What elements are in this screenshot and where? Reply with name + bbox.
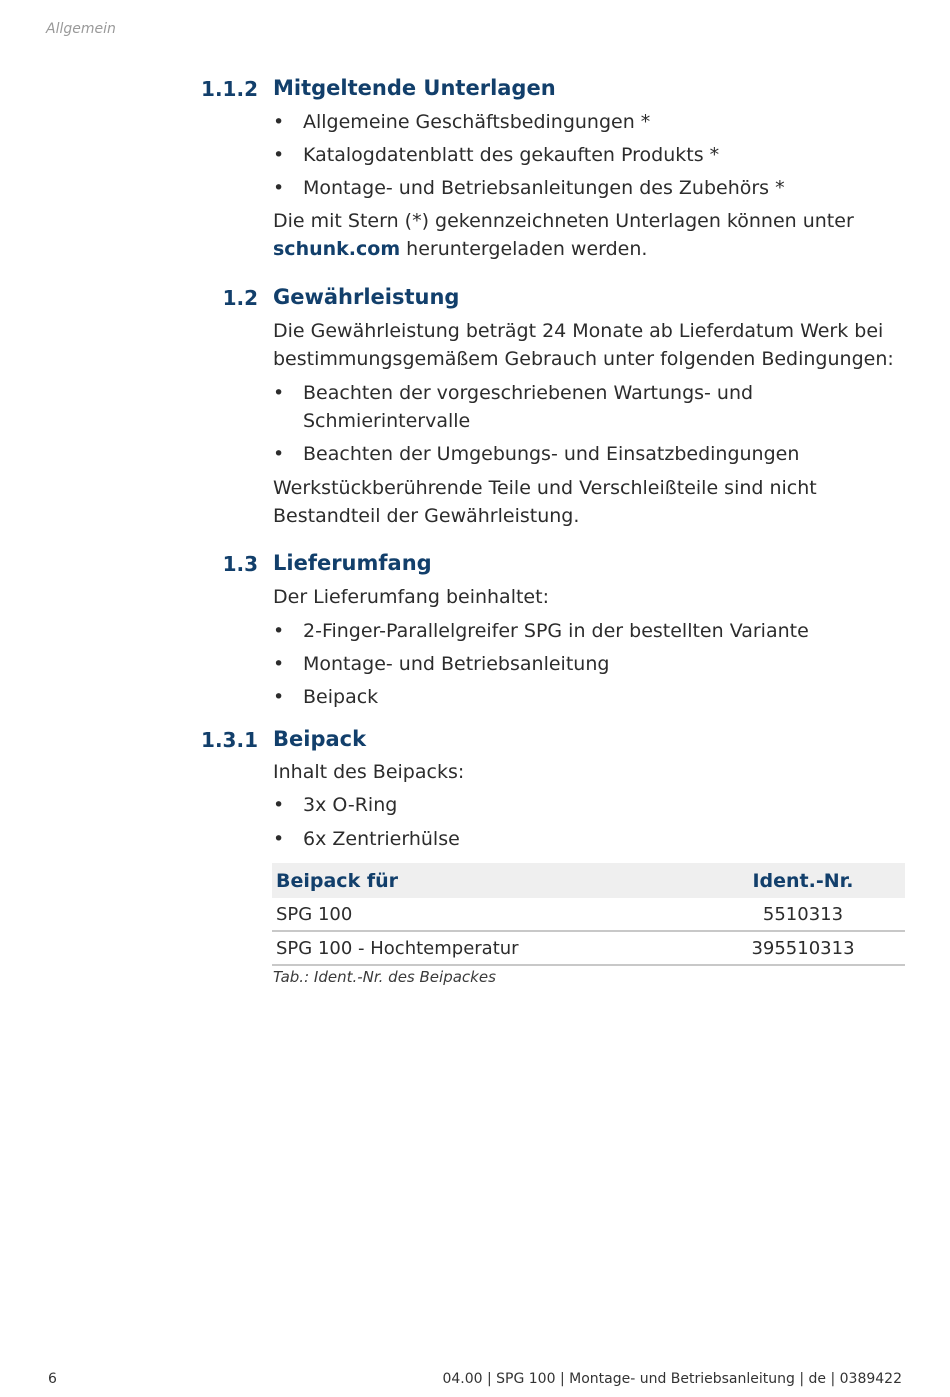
list-item-text: Montage- und Betriebsanleitung (303, 653, 610, 675)
list-item-text: Schmierintervalle (303, 410, 471, 432)
paragraph-text: heruntergeladen werden. (400, 238, 648, 260)
list-item-text: Beipack (303, 686, 379, 708)
page-number: 6 (48, 1371, 57, 1387)
table-cell: SPG 100 (272, 898, 701, 931)
list-item-text: Beachten der Umgebungs- und Einsatzbedingungen (303, 443, 800, 465)
table-cell: 5510313 (701, 898, 905, 931)
table-row (272, 898, 905, 931)
section-number-1-3-1: 1.3.1 (201, 728, 258, 752)
list-item-text: 2-Finger-Parallelgreifer SPG in der bestellten Variante (303, 620, 809, 642)
schunk-link[interactable]: schunk.com (273, 238, 401, 260)
bullet-icon: • (273, 144, 285, 166)
paragraph: Inhalt des Beipacks: (273, 761, 465, 783)
bullet-icon: • (273, 443, 285, 465)
list-item-text: Katalogdatenblatt des gekauften Produkts * (303, 144, 720, 166)
paragraph (273, 235, 647, 263)
paragraph: Die Gewährleistung beträgt 24 Monate ab Lieferdatum Werk bei (273, 320, 884, 342)
section-title-gewaehrleistung: Gewährleistung (273, 285, 460, 309)
table-row (272, 931, 905, 965)
bullet-icon: • (273, 382, 285, 404)
paragraph: Die mit Stern (*) gekennzeichneten Unterlagen können unter (273, 210, 854, 232)
paragraph: Bestandteil der Gewährleistung. (273, 505, 580, 527)
section-number-1-1-2: 1.1.2 (201, 77, 258, 101)
section-title-beipack: Beipack (273, 727, 367, 751)
paragraph: Der Lieferumfang beinhaltet: (273, 586, 549, 608)
list-item-text: 3x O-Ring (303, 794, 398, 816)
table-caption: Tab.: Ident.-Nr. des Beipackes (273, 968, 496, 986)
list-item-text: Montage- und Betriebsanleitungen des Zubehörs * (303, 177, 785, 199)
table-header-cell: Beipack für (272, 863, 701, 898)
bullet-icon: • (273, 828, 285, 850)
paragraph: bestimmungsgemäßem Gebrauch unter folgenden Bedingungen: (273, 348, 894, 370)
table-header-cell: Ident.-Nr. (701, 863, 905, 898)
section-title-mitgeltende-unterlagen: Mitgeltende Unterlagen (273, 76, 556, 100)
paragraph: Werkstückberührende Teile und Verschleißteile sind nicht (273, 477, 817, 499)
bullet-icon: • (273, 653, 285, 675)
bullet-icon: • (273, 686, 285, 708)
list-item-text: Beachten der vorgeschriebenen Wartungs- und (303, 382, 754, 404)
footer-text: 04.00 | SPG 100 | Montage- und Betriebsanleitung | de | 0389422 (442, 1371, 902, 1387)
table-cell: 395510313 (701, 931, 905, 965)
bullet-icon: • (273, 794, 285, 816)
bullet-icon: • (273, 111, 285, 133)
beipack-table (272, 863, 905, 966)
list-item-text: Allgemeine Geschäftsbedingungen * (303, 111, 651, 133)
table-cell: SPG 100 - Hochtemperatur (272, 931, 701, 965)
section-number-1-2: 1.2 (222, 286, 258, 310)
list-item-text: 6x Zentrierhülse (303, 828, 460, 850)
running-head: Allgemein (46, 21, 116, 37)
bullet-icon: • (273, 620, 285, 642)
section-title-lieferumfang: Lieferumfang (273, 551, 432, 575)
section-number-1-3: 1.3 (222, 552, 258, 576)
table-header-row (272, 863, 905, 898)
bullet-icon: • (273, 177, 285, 199)
